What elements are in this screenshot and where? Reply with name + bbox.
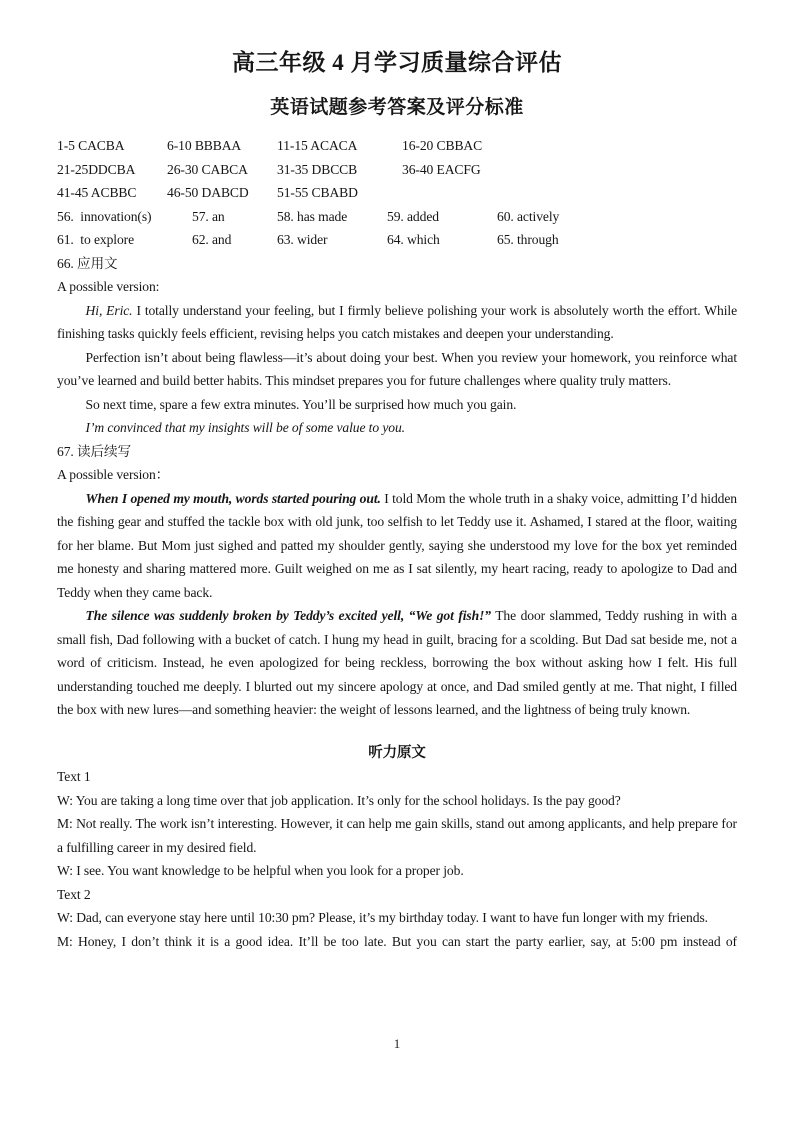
essay67-body-text-2: The door slammed, Teddy rushing in with a small fish, Dad following with a bucket of catch. I hung my head in guilt, bracing for a scolding. But Dad sat beside me, not a word of criticism. Instead, he even apologized for being reckless, borrowing the box without asking how I felt. His full understanding touched me deeply. I blurted out my sincere apology at once, and Dad smiled gently at me. That night, I filled the box with new lures—and something heavier: the weight of lessons learned, and the lightness of being truly known.	[57, 608, 738, 717]
essay66-lead-sentence: Hi, Eric.	[85, 302, 133, 318]
listening-text2-line-w1: W: Dad, can everyone stay here until 10:30 pm? Please, it’s my birthday today. I want to have fun longer with my friends.	[57, 910, 708, 925]
answer-cell: 61. to explore	[57, 232, 135, 247]
answer-cell: 59. added	[387, 208, 439, 224]
choice-answers-table	[57, 134, 737, 205]
answer-cell: 36-40 EACFG	[402, 161, 481, 177]
essay66-paragraph-2: Perfection isn’t about being flawless—it’s about doing your best. When you review your homework, you reinforce what you’ve learned and build better habits. This mindset prepares you for future challenges where quality truly matters.	[57, 349, 737, 388]
essay67-lead-sentence-2: The silence was suddenly broken by Teddy’s excited yell, “We got fish!”	[85, 608, 491, 623]
section67-heading: 67. 读后续写	[57, 443, 131, 459]
answer-cell: 6-10 BBBAA	[167, 138, 242, 153]
answer-cell: 57. an	[192, 208, 225, 224]
essay67-body-text-1: I told Mom the whole truth in a shaky voice, admitting I’d hidden the fishing gear and stuffed the tackle box with old junk, too selfish to let Teddy use it. Ashamed, I stared at the floor, waiting for her blame. But Mom just sighed and patted my shoulder gently, saying she understood my love for the box yet reminded me honesty and sharing mattered more. Guilt weighed on me as I sat silently, my heart racing, ready to apologize to Dad and Teddy when they came back.	[57, 490, 737, 600]
essay66-closing-sentence: I’m convinced that my insights will be of some value to you.	[85, 420, 405, 435]
answer-cell: 16-20 CBBAC	[402, 138, 483, 153]
answer-cell: 63. wider	[277, 232, 328, 247]
essay66-paragraph-1	[57, 299, 737, 346]
answer-cell	[402, 181, 737, 205]
answer-cell: 11-15 ACACA	[277, 138, 358, 153]
essay66-body-text: I totally understand your feeling, but I firmly believe polishing your work is absolutely worth the effort. While finishing tasks quickly feels efficient, revising helps you catch mistakes and deepen your understanding.	[57, 302, 737, 341]
answer-cell: 60. actively	[497, 208, 560, 224]
listening-text1-line-m1: M: Not really. The work isn’t interesting. However, it can help me gain skills, stand out among applicants, and help prepare for a fulfilling career in my desired field.	[57, 816, 737, 855]
listening-text1-label: Text 1	[57, 769, 91, 784]
fill-answers-table	[57, 205, 737, 252]
page-subtitle: 英语试题参考答案及评分标准	[270, 97, 524, 118]
answer-cell: 65. through	[497, 232, 559, 247]
answer-cell: 64. which	[387, 232, 440, 247]
answer-cell: 26-30 CABCA	[167, 161, 248, 177]
answer-cell: 58. has made	[277, 208, 348, 224]
essay67-paragraph-1	[57, 487, 737, 605]
page-number: 1	[393, 1036, 401, 1051]
answer-cell: 41-45 ACBBC	[57, 185, 137, 200]
answer-cell: 21-25DDCBA	[57, 161, 136, 177]
essay66-paragraph-3: So next time, spare a few extra minutes. You’ll be surprised how much you gain.	[85, 396, 517, 412]
answer-cell: 51-55 CBABD	[277, 185, 358, 200]
essay67-lead-sentence-1: When I opened my mouth, words started pouring out.	[85, 490, 381, 506]
answer-cell: 62. and	[192, 232, 232, 247]
answer-cell: 56. innovation(s)	[57, 208, 152, 224]
listening-text1-line-w1: W: You are taking a long time over that job application. It’s only for the school holidays. Is the pay good?	[57, 792, 621, 808]
page-title: 高三年级 4 月学习质量综合评估	[232, 50, 562, 75]
answer-cell: 31-35 DBCCB	[277, 161, 358, 177]
listening-text2-label: Text 2	[57, 886, 91, 902]
answer-cell: 1-5 CACBA	[57, 138, 125, 153]
answer-cell: 46-50 DABCD	[167, 185, 249, 200]
section66-heading: 66. 应用文	[57, 255, 118, 271]
listening-text1-line-w2: W: I see. You want knowledge to be helpful when you look for a proper job.	[57, 863, 464, 878]
section66-intro: A possible version:	[57, 279, 160, 294]
section67-intro: A possible version：	[57, 467, 170, 482]
essay67-paragraph-2	[57, 604, 737, 722]
listening-section-heading: 听力原文	[368, 744, 426, 761]
listening-text2-line-m1: M: Honey, I don’t think it is a good idea. It’ll be too late. But you can start the party earlier, say, at 5:00 pm instead of	[57, 933, 737, 949]
